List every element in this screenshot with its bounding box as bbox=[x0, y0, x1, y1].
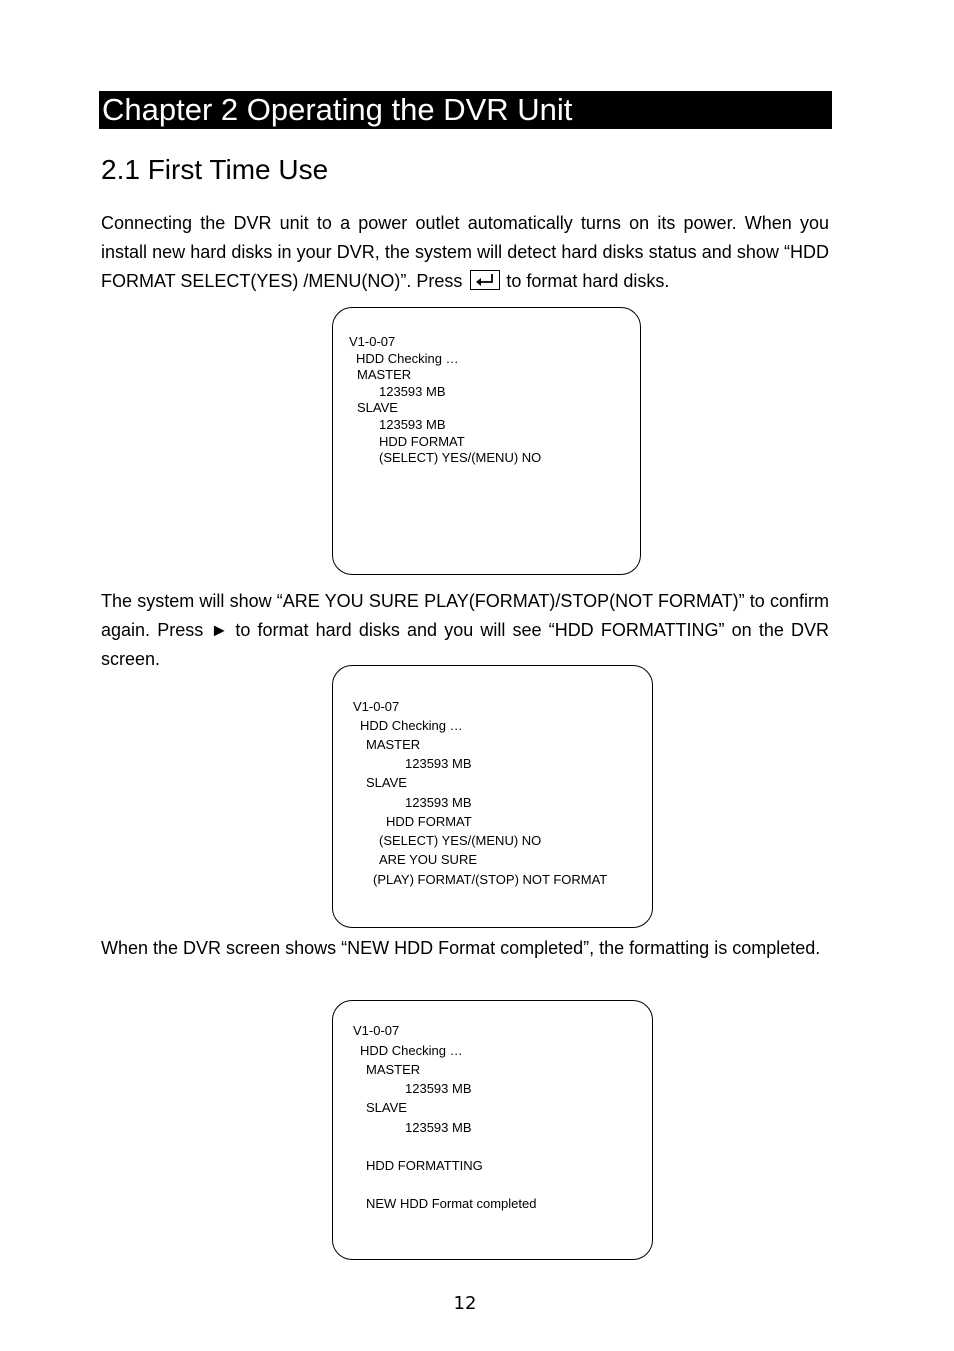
screen-line: 123593 MB bbox=[379, 384, 446, 399]
screen-line: NEW HDD Format completed bbox=[366, 1196, 537, 1211]
screen-line: HDD Checking … bbox=[360, 718, 463, 733]
screen-line: MASTER bbox=[366, 737, 421, 752]
screen-line: HDD FORMAT bbox=[379, 434, 465, 449]
intro-text-end: to format hard disks. bbox=[506, 271, 670, 291]
chapter-title: Chapter 2 Operating the DVR Unit bbox=[99, 91, 832, 129]
screen-line: MASTER bbox=[366, 1062, 421, 1077]
completed-paragraph: When the DVR screen shows “NEW HDD Format completed”, the formatting is completed. bbox=[101, 938, 821, 958]
screen-line: V1-0-07 bbox=[349, 334, 396, 349]
page-number: 12 bbox=[453, 1293, 477, 1314]
intro-text: Connecting the DVR unit to a power outlet automatically turns on its power. When you install new hard disks in your DVR, the system will detect hard disks status and show “HDD FORMAT SELECT(YES) /MENU(NO)”. Press bbox=[101, 213, 829, 291]
screen-line: 123593 MB bbox=[405, 756, 472, 771]
screen-line: HDD Checking … bbox=[356, 351, 459, 366]
screen-line: SLAVE bbox=[366, 775, 407, 790]
screen-line: V1-0-07 bbox=[353, 1023, 400, 1038]
intro-paragraph bbox=[101, 209, 829, 296]
dvr-screen-2 bbox=[332, 665, 653, 928]
screen-line: (PLAY) FORMAT/(STOP) NOT FORMAT bbox=[373, 872, 608, 887]
screen-line: HDD Checking … bbox=[360, 1043, 463, 1058]
section-title: 2.1 First Time Use bbox=[101, 154, 329, 185]
dvr-screen-3 bbox=[332, 1000, 653, 1260]
screen-line: 123593 MB bbox=[379, 417, 446, 432]
screen-line: ARE YOU SURE bbox=[379, 852, 478, 867]
screen-line: 123593 MB bbox=[405, 1081, 472, 1096]
screen-line: V1-0-07 bbox=[353, 699, 400, 714]
screen-line: (SELECT) YES/(MENU) NO bbox=[379, 833, 542, 848]
screen-line: 123593 MB bbox=[405, 1120, 472, 1135]
enter-key-icon bbox=[470, 270, 500, 290]
screen-line: SLAVE bbox=[357, 400, 398, 415]
screen-line: 123593 MB bbox=[405, 795, 472, 810]
confirm-paragraph: The system will show “ARE YOU SURE PLAY(FORMAT)/STOP(NOT FORMAT)” to confirm again. Press ► to format hard disks and you will see “HDD FORMATTING” on the DVR screen. bbox=[101, 591, 829, 669]
screen-line: HDD FORMAT bbox=[386, 814, 472, 829]
dvr-screen-1 bbox=[332, 307, 641, 575]
screen-line: SLAVE bbox=[366, 1100, 407, 1115]
screen-line: (SELECT) YES/(MENU) NO bbox=[379, 450, 542, 465]
screen-line: HDD FORMATTING bbox=[366, 1158, 483, 1173]
screen-line: MASTER bbox=[357, 367, 412, 382]
